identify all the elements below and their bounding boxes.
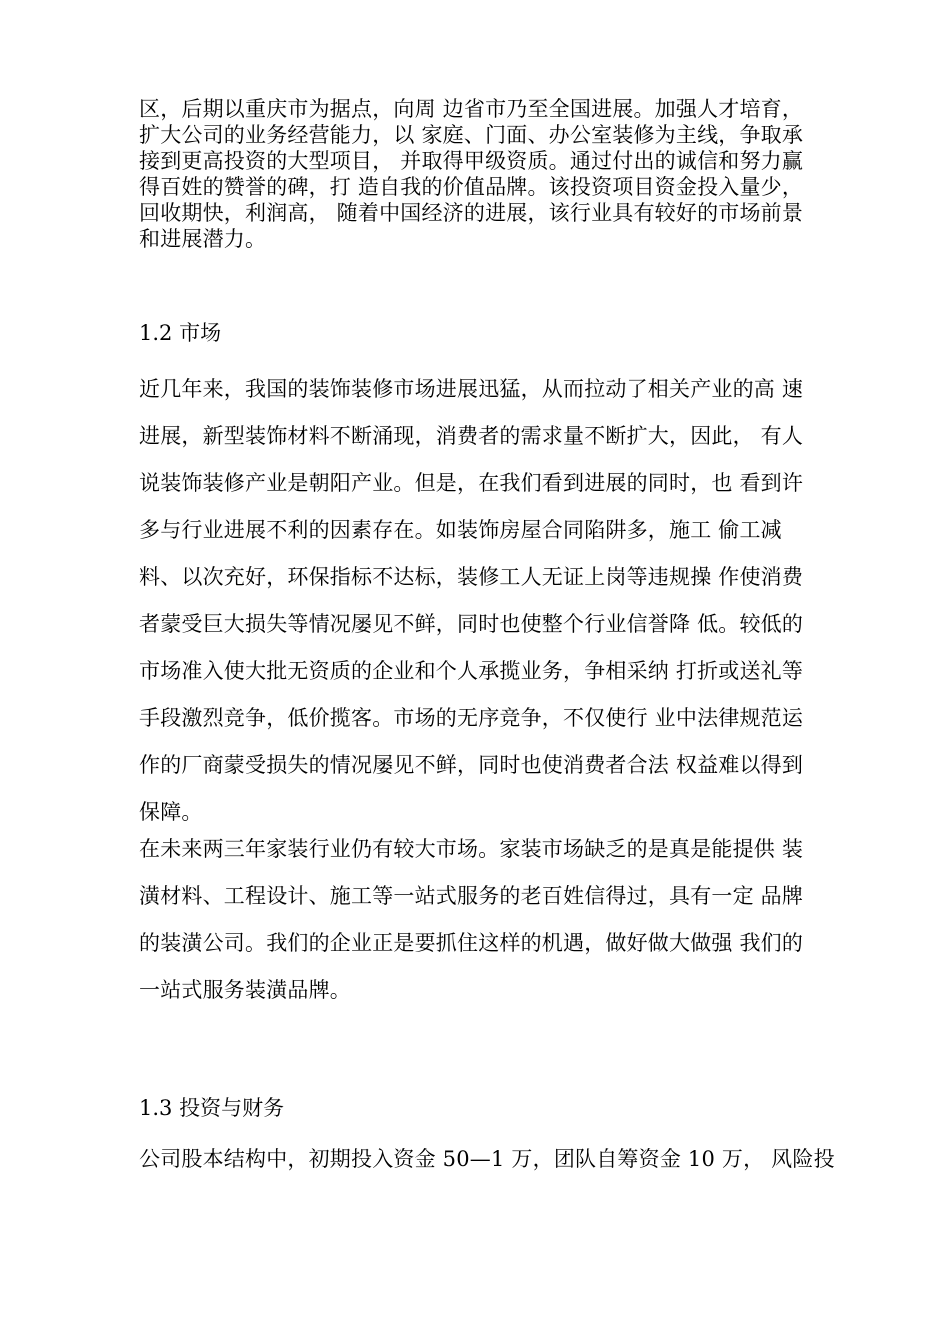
text-line: 公司股本结构中，初期投入资金 50—1 万，团队自筹资金 10 万， 风险投 xyxy=(139,1147,835,1171)
text-line: 在未来两三年家装行业仍有较大市场。家装市场缺乏的是真是能提供 装 xyxy=(139,837,804,861)
text-line: 市场准入使大批无资质的企业和个人承揽业务，争相采纳 打折或送礼等 xyxy=(139,659,804,683)
text-line: 回收期快，利润高， 随着中国经济的进展，该行业具有较好的市场前景 xyxy=(139,201,804,225)
text-line: 保障。 xyxy=(139,800,203,824)
text-line: 一站式服务装潢品牌。 xyxy=(139,978,351,1002)
text-line: 潢材料、工程设计、施工等一站式服务的老百姓信得过，具有一定 品牌 xyxy=(139,884,804,908)
text-line: 接到更高投资的大型项目， 并取得甲级资质。通过付出的诚信和努力赢 xyxy=(139,149,804,173)
text-line: 料、以次充好，环保指标不达标，装修工人无证上岗等违规操 作使消费 xyxy=(139,565,804,589)
text-line: 近几年来，我国的装饰装修市场进展迅猛，从而拉动了相关产业的高 速 xyxy=(139,377,804,401)
finance-paragraph-1 xyxy=(139,1141,835,1178)
text-line: 得百姓的赞誉的碑，打 造自我的价值品牌。该投资项目资金投入量少， xyxy=(139,175,804,199)
document-page xyxy=(139,96,835,1178)
market-paragraph-1 xyxy=(139,371,829,831)
section-heading-finance: 1.3 投资与财务 xyxy=(139,1096,285,1120)
text-line: 的装潢公司。我们的企业正是要抓住这样的机遇，做好做大做强 我们的 xyxy=(139,931,804,955)
text-line: 进展，新型装饰材料不断涌现，消费者的需求量不断扩大，因此， 有人 xyxy=(139,424,804,448)
text-line: 多与行业进展不利的因素存在。如装饰房屋合同陷阱多，施工 偷工减 xyxy=(139,518,782,542)
intro-paragraph xyxy=(139,96,829,252)
market-paragraph-2 xyxy=(139,831,829,1009)
text-line: 扩大公司的业务经营能力，以 家庭、门面、办公室装修为主线，争取承 xyxy=(139,123,804,147)
text-line: 说装饰装修产业是朝阳产业。但是，在我们看到进展的同时，也 看到许 xyxy=(139,471,804,495)
text-line: 和进展潜力。 xyxy=(139,227,267,251)
text-line: 区，后期以重庆市为据点，向周 边省市乃至全国进展。加强人才培育， xyxy=(139,97,804,121)
section-heading-market: 1.2 市场 xyxy=(139,321,222,345)
text-line: 者蒙受巨大损失等情况屡见不鲜，同时也使整个行业信誉降 低。较低的 xyxy=(139,612,804,636)
text-line: 作的厂商蒙受损失的情况屡见不鲜，同时也使消费者合法 权益难以得到 xyxy=(139,753,804,777)
text-line: 手段激烈竞争，低价揽客。市场的无序竞争，不仅使行 业中法律规范运 xyxy=(139,706,804,730)
